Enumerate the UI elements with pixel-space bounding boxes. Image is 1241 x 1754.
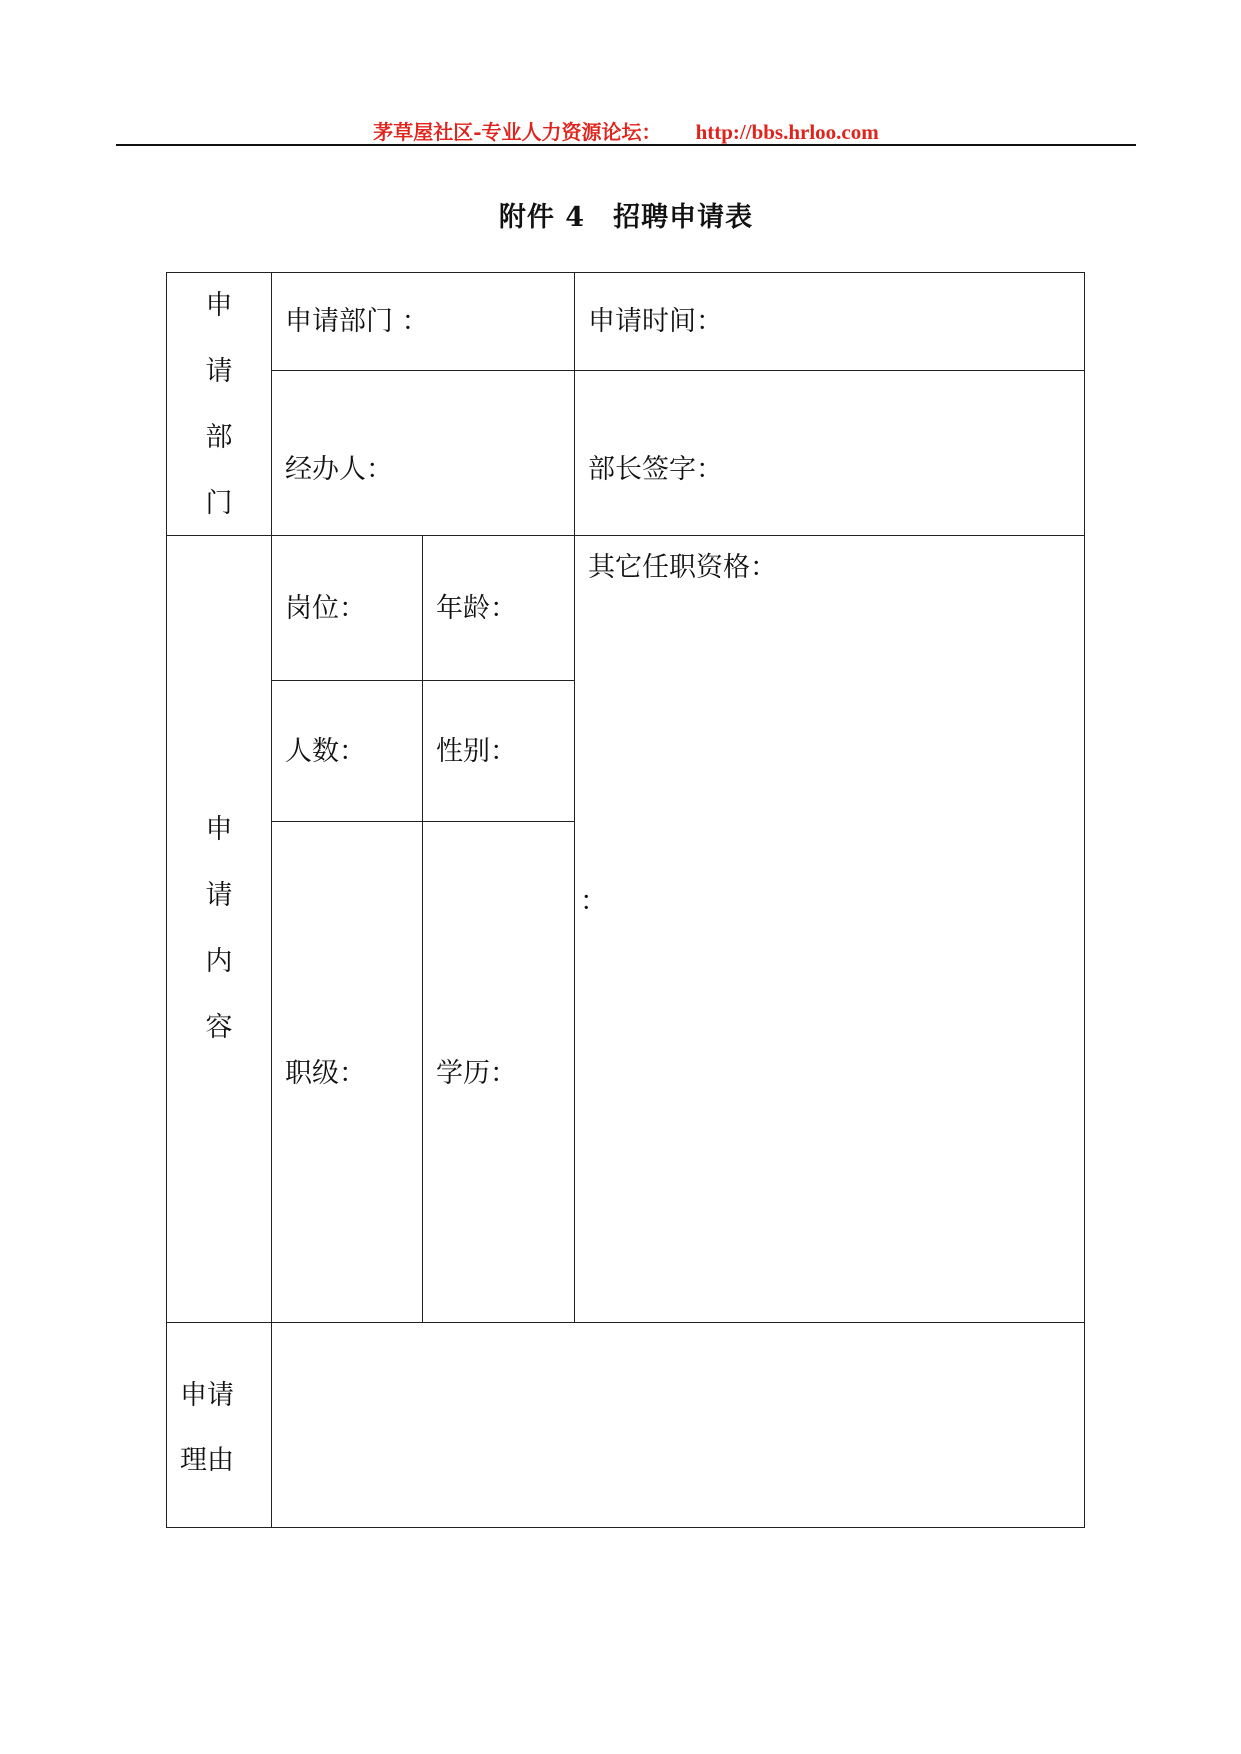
field-minister-signature[interactable]: 部长签字： <box>588 454 723 485</box>
table-divider-mid-col <box>574 272 575 1322</box>
field-other-qualifications[interactable]: 其它任职资格： <box>588 552 777 583</box>
colon-mark: ： <box>580 886 607 917</box>
header-rule <box>116 144 1136 146</box>
field-age[interactable]: 年龄： <box>436 593 517 624</box>
field-gender[interactable]: 性别： <box>436 736 517 767</box>
field-education[interactable]: 学历： <box>436 1058 517 1089</box>
title-prefix: 附件 4 <box>498 202 586 233</box>
field-handler[interactable]: 经办人： <box>285 454 393 485</box>
table-divider-row1 <box>271 370 1085 371</box>
field-apply-time[interactable]: 申请时间： <box>588 306 723 337</box>
table-divider-row-headcount <box>271 821 575 822</box>
table-divider-row-position <box>271 680 575 681</box>
field-rank[interactable]: 职级： <box>285 1058 366 1089</box>
table-divider-section1 <box>166 535 1085 536</box>
field-position[interactable]: 岗位： <box>285 593 366 624</box>
page-title <box>116 195 1136 234</box>
table-border-top <box>166 272 1085 273</box>
table-border-right <box>1084 272 1085 1528</box>
table-border-left <box>166 272 167 1528</box>
section-label-content: 申 请 内 容 <box>205 814 233 1043</box>
table-divider-inner-col <box>422 535 423 1322</box>
site-url[interactable]: http://bbs.hrloo.com <box>695 120 879 144</box>
field-apply-department[interactable]: 申请部门 ： <box>285 306 429 337</box>
table-border-bottom <box>166 1527 1085 1528</box>
title-main: 招聘申请表 <box>613 202 754 233</box>
reason-input-area[interactable] <box>272 1323 1084 1527</box>
section-label-department: 申 请 部 门 <box>205 290 233 519</box>
site-name: 茅草屋社区-专业人力资源论坛： <box>373 120 662 144</box>
section-label-reason-line1: 申请 <box>180 1380 234 1411</box>
site-header <box>116 116 1136 145</box>
field-headcount[interactable]: 人数： <box>285 736 366 767</box>
section-label-reason-line2: 理由 <box>180 1445 234 1476</box>
